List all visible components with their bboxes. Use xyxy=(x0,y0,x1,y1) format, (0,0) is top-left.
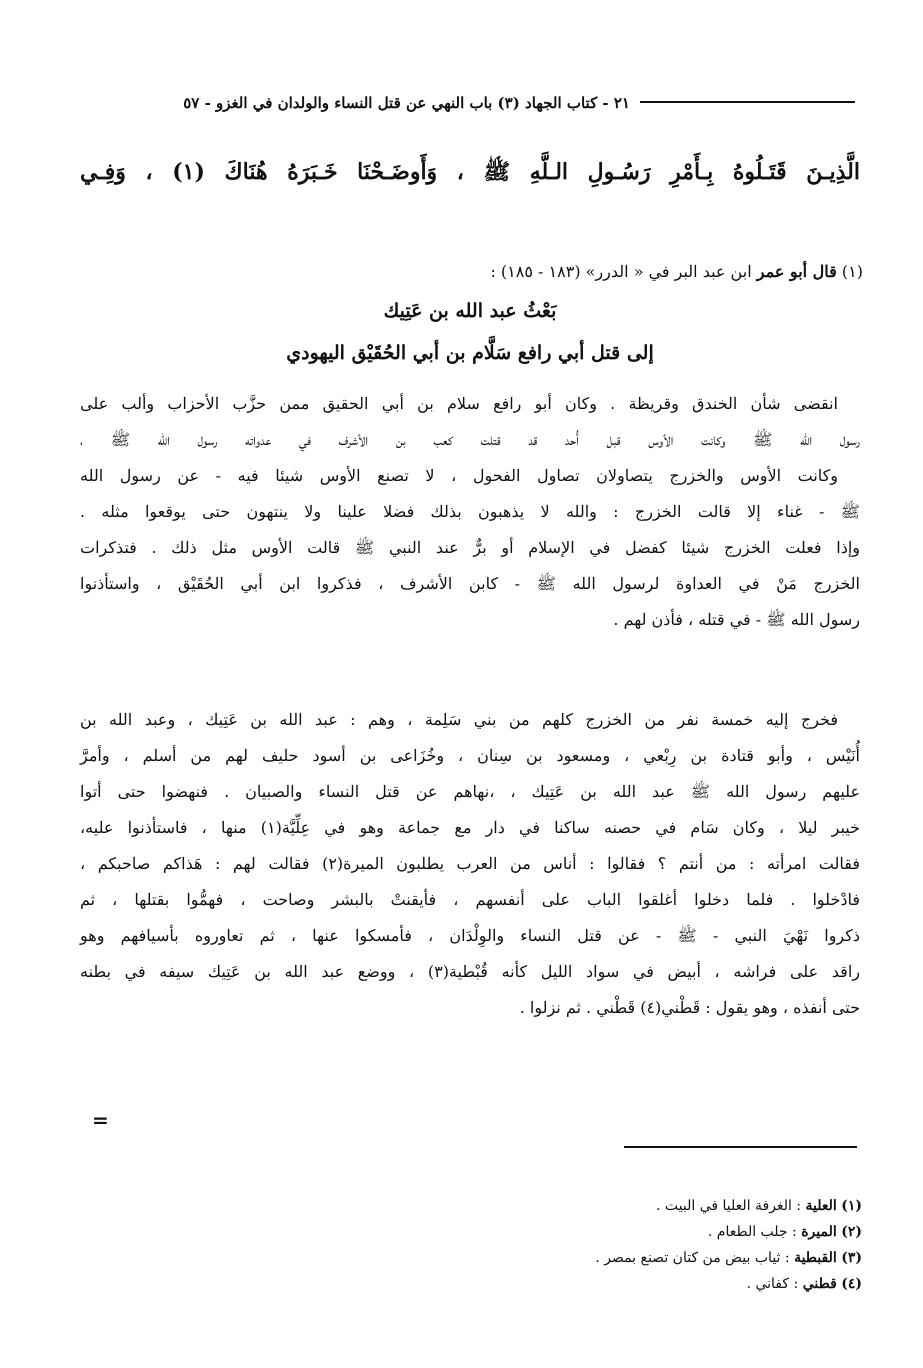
footnote-definition: : الغرفة العليا في البيت . xyxy=(656,1198,802,1214)
footnote-term: القبطية xyxy=(794,1250,837,1266)
paragraph-line: حتى أنفذه ، وهو يقول : قَطْني(٤) قَطْني . ثم نزلوا . xyxy=(519,998,860,1017)
paragraph-line: راقد على فراشه ، أبيض في سواد الليل كأنه قُبْطية(٣) ، ووضع عبد الله بن عَتِيك سيفه في بطنه xyxy=(80,962,860,981)
footnotes xyxy=(420,1193,862,1297)
header-rule xyxy=(640,101,855,103)
footnote-term: الميرة xyxy=(801,1224,837,1240)
footnote-definition: : ثياب بيض من كتان تصنع بمصر . xyxy=(595,1250,790,1266)
footnote-item xyxy=(420,1271,862,1297)
paragraph-2 xyxy=(80,702,860,1026)
footnote-term: العلية xyxy=(805,1198,837,1214)
footnote-intro-number: (١) xyxy=(841,262,863,281)
paragraph-line: ذكروا نَهْيَ النبي - ﷺ - عن قتل النساء والوِلْدَان ، فأمسكوا عنها ، ثم تعاوروه بأسيافهم وهو xyxy=(80,926,860,945)
paragraph-line: فقالت امرأته : من أنتم ؟ فقالوا : أناس من العرب يطلبون الميرة(٢) فقالت لهم : هَذاكم صاحبكم ، xyxy=(80,854,861,873)
footnote-item xyxy=(420,1193,862,1219)
footnote-intro-author: قال أبو عمر xyxy=(756,262,837,281)
footnote-intro-text: ابن عبد البر في « الدرر» (١٨٣ - ١٨٥) : xyxy=(490,262,752,281)
paragraph-line: خيبر ليلا ، وكان سَام في حصنه ساكنا في دار مع جماعة وهو في عِلِّيَّة(١) منها ، فاستأذنوا عليه، xyxy=(80,818,861,837)
paragraph-line: انقضى شأن الخندق وقريظة . وكان أبو رافع سلام بن أبي الحقيق ممن حزَّب الأحزاب وألب على xyxy=(80,394,838,413)
footnote-item xyxy=(420,1219,862,1245)
paragraph-line: فادْخلوا . فلما دخلوا أغلقوا الباب على أنفسهم ، فأيقنتْ بالبشر وصاحت ، فهمُّوا بقتلها ، ثم xyxy=(80,890,860,909)
paragraph-line: الخزرج مَنْ في العداوة لرسول الله ﷺ - كابن الأشرف ، فذكروا ابن أبي الحُقَيْق ، واستأذنوا xyxy=(80,574,860,593)
paragraph-line: وكانت الأوس والخزرج يتصاولان تصاول الفحول ، لا تصنع الأوس شيئا فيه - عن رسول الله xyxy=(80,466,838,485)
footnote-number: (٤) xyxy=(841,1276,862,1292)
footnote-item xyxy=(420,1245,862,1271)
paragraph-line: وإذا فعلت الخزرج شيئا كفضل في الإسلام أو برٌّ عند النبي ﷺ قالت الأوس مثل ذلك . فتذكرات xyxy=(80,538,860,557)
footnote-term: قطني xyxy=(802,1276,837,1292)
section-title: بَعْثُ عبد الله بن عَتِيك xyxy=(383,300,557,322)
footnote-number: (١) xyxy=(841,1198,862,1214)
footnote-number: (٢) xyxy=(841,1224,862,1240)
paragraph-line: ﷺ - غناء إلا قالت الخزرج : والله لا يذهبون بذلك فضلا علينا ولا ينتهون حتى يوقعوا مثله . xyxy=(80,502,860,521)
main-text-line: الَّذِيـنَ قَتَـلُوهُ بِـأَمْرِ رَسُـولِ الـلَّهِ ﷺ ، وَأَوضَـحْنَا خَـبَرَهُ هُنَاكَ (١) ، وَفِـي xyxy=(80,159,860,185)
footnote-number: (٣) xyxy=(841,1250,862,1266)
footnote-definition: : كفاني . xyxy=(746,1276,799,1292)
paragraph-1 xyxy=(80,386,860,638)
paragraph-line: فخرج إليه خمسة نفر من الخزرج كلهم من بني سَلِمة ، وهم : عبد الله بن عَتِيك ، وعبد الله بن xyxy=(80,710,838,729)
footnote-intro xyxy=(388,262,863,281)
footnote-rule xyxy=(624,1146,857,1148)
paragraph-line: رسول الله ﷺ وكانت الأوس قبل أُحد قد قتلت كعب بن الأشرف في عدواته رسول الله ﷺ ، xyxy=(80,430,861,449)
running-head: ٢١ - كتاب الجهاد (٣) باب النهي عن قتل النساء والولدان في الغزو - ٥٧ xyxy=(183,94,630,112)
continuation-mark: = xyxy=(92,1108,109,1132)
footnote-definition: : جلب الطعام . xyxy=(707,1224,797,1240)
section-subtitle: إلى قتل أبي رافع سَلَّام بن أبي الحُقَيْق اليهودي xyxy=(286,342,654,364)
paragraph-line: رسول الله ﷺ - في قتله ، فأذن لهم . xyxy=(613,610,860,629)
paragraph-line: أُنَيْس ، وأبو قتادة بن رِبْعي ، ومسعود بن سِنان ، وخُزَاعى بن أسود حليف لهم من أسلم ، وأمرَّ xyxy=(80,746,860,765)
paragraph-line: عليهم رسول الله ﷺ عبد الله بن عَتِيك ، ،نهاهم عن قتل النساء والصبيان . فنهضوا حتى أتوا xyxy=(80,782,861,801)
